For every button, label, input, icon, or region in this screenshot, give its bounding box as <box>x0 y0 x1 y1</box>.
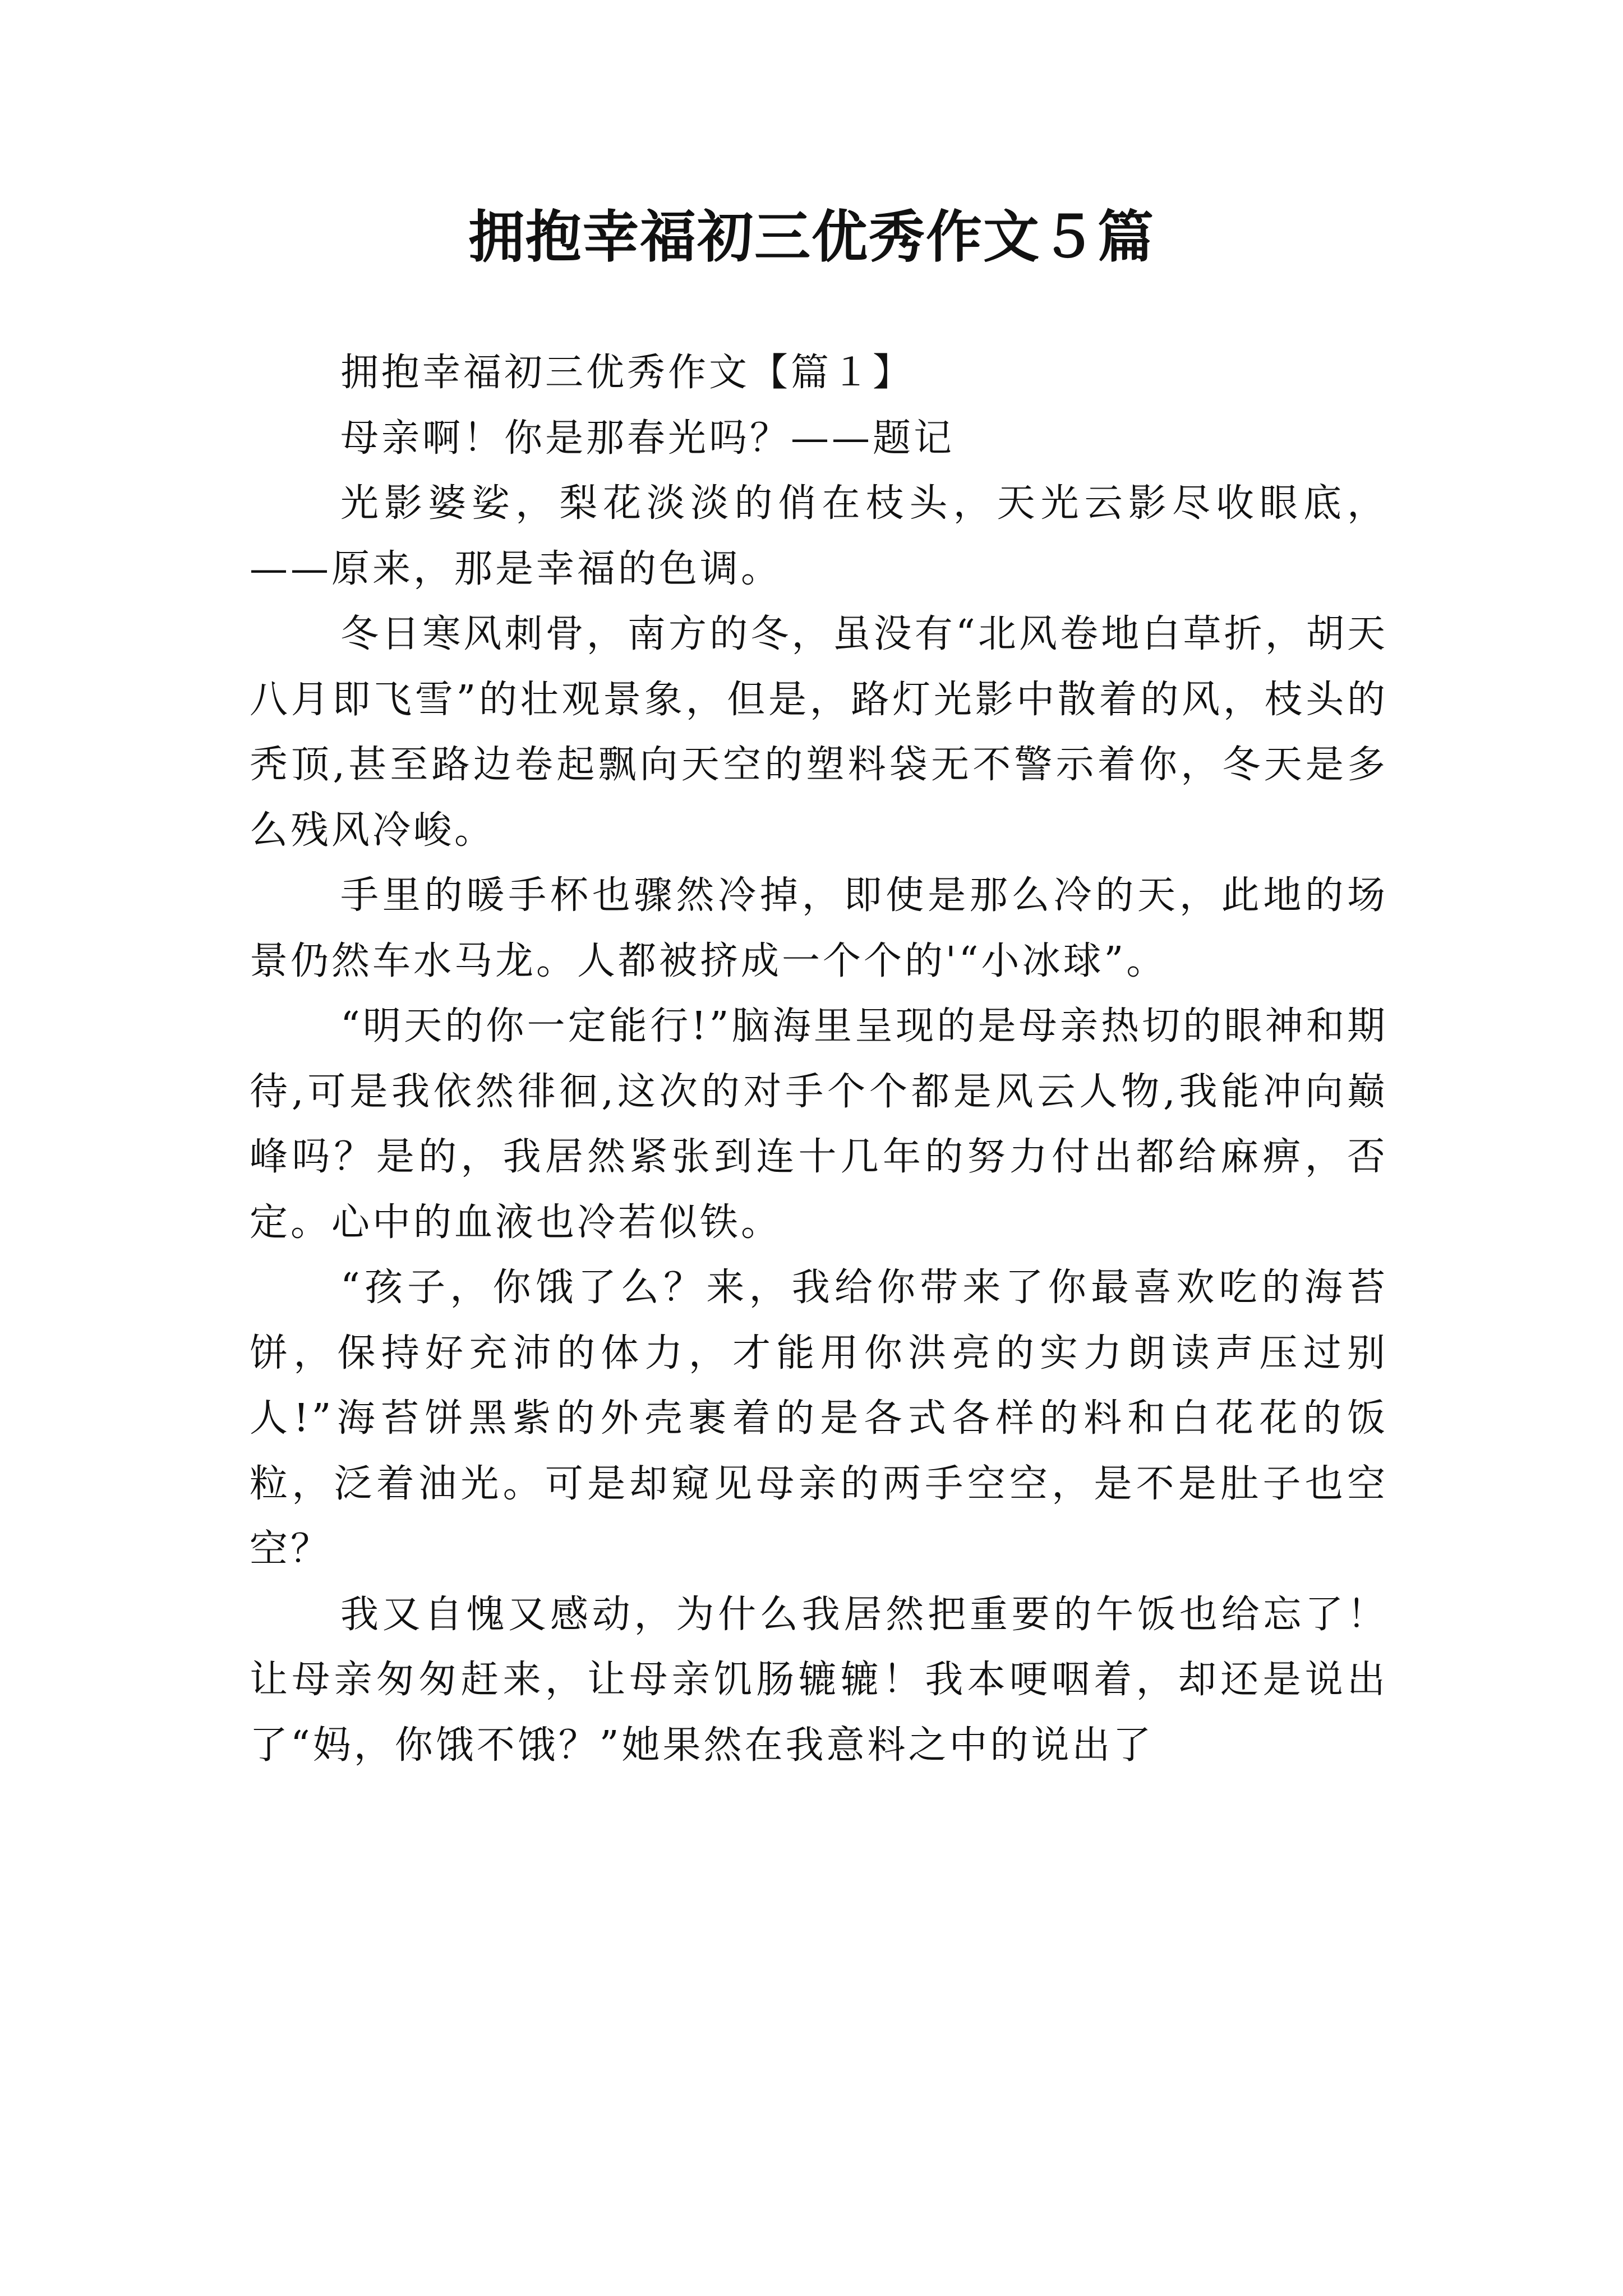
paragraph: 光影婆娑，梨花淡淡的俏在枝头，天光云影尽收眼底，——原来，那是幸福的色调。 <box>250 481 1388 591</box>
paragraph-epigraph: 母亲啊！你是那春光吗？——题记 <box>340 416 955 461</box>
paragraph: “孩子，你饿了么？来，我给你带来了你最喜欢吃的海苔饼，保持好充沛的体力，才能用你洪亮的实力朗读声压过别人!”海苔饼黑紫的外壳裹着的是各式各样的料和白花花的饭粒，泛着油光。可是却窥见母亲的两手空空，是不是肚子也空空？ <box>250 1266 1388 1571</box>
document-body <box>250 341 1388 1778</box>
paragraph: 我又自愧又感动，为什么我居然把重要的午饭也给忘了！让母亲匆匆赶来，让母亲饥肠辘辘！我本哽咽着，却还是说出了“妈，你饿不饿？”她果然在我意料之中的说出了 <box>250 1592 1388 1768</box>
paragraph: 手里的暖手杯也骤然冷掉，即使是那么冷的天，此地的场景仍然车水马龙。人都被挤成一个个的'“小冰球”。 <box>250 873 1388 983</box>
paragraph: “明天的你一定能行!”脑海里呈现的是母亲热切的眼神和期待,可是我依然徘徊,这次的对手个个都是风云人物,我能冲向巅峰吗？是的，我居然紧张到连十几年的努力付出都给麻痹，否定。心中的血液也冷若似铁。 <box>250 1004 1388 1245</box>
paragraph-section-heading: 拥抱幸福初三优秀作文【篇１】 <box>340 351 914 395</box>
document-title: 拥抱幸福初三优秀作文５篇 <box>468 204 1155 270</box>
paragraph: 冬日寒风刺骨，南方的冬，虽没有“北风卷地白草折，胡天八月即飞雪”的壮观景象，但是，路灯光影中散着的风，枝头的秃顶,甚至路边卷起飘向天空的塑料袋无不警示着你，冬天是多么残风冷峻。 <box>250 612 1388 853</box>
